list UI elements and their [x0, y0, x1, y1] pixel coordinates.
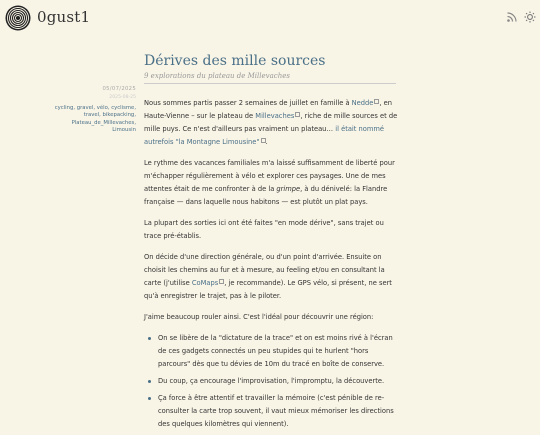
title-divider — [144, 83, 396, 84]
tag-link[interactable]: travel — [83, 112, 100, 119]
tag-link[interactable]: vélo — [96, 105, 108, 111]
post-content — [144, 97, 400, 435]
post-subtitle: 9 explorations du plateau de Millevaches — [144, 72, 290, 80]
sun-icon[interactable] — [524, 11, 536, 23]
paragraph — [144, 97, 400, 149]
paragraph: J'aime beaucoup rouler ainsi. C'est l'idéal pour découvrir une région: — [144, 313, 374, 321]
text: , en Haute-Vienne – sur le plateau de — [144, 99, 393, 120]
tag-link[interactable]: gravel — [76, 105, 94, 111]
paragraph: La plupart des sorties ici ont été faites "en mode dérive", sans trajet ou trace pré-établis. — [144, 219, 384, 240]
text: On décide d'une direction générale, ou d'un point d'arrivée. Ensuite on choisit les chemins au fur et à mesure, au feeling et/ou en consultant la carte (j'utilise — [144, 253, 385, 287]
site-header — [0, 0, 540, 40]
bullet-list — [144, 332, 400, 431]
post-date: 05/07/2025 — [102, 86, 136, 92]
link-millevaches[interactable]: Millevaches — [255, 112, 295, 120]
text: , à du dénivelé: la Flandre française — dans laquelle nous habitons — est plutôt un plat pays. — [144, 185, 388, 206]
post-tags: cycling, gravel, vélo, cyclisme, travel, bikepacking, Plateau_de_Millevaches, Limousin — [54, 105, 136, 134]
tag-link[interactable]: Plateau_de_Millevaches — [71, 119, 135, 126]
spiral-logo[interactable] — [5, 5, 31, 31]
paragraph — [144, 251, 400, 303]
post-updated-date: 2025-08-25 — [109, 95, 136, 100]
text: , riche de mille sources et de mille puys. Ce n'est d'ailleurs pas vraiment un plateau… — [144, 112, 398, 133]
list-item: On se libère de la "dictature de la trace" et on est moins rivé à l'écran de ces gadgets connectés un peu stupides qui te hurlent "hors parcours" dès que tu dévies de 10m du tracé en boîte de conserve. — [144, 332, 400, 371]
link-nedde[interactable]: Nedde — [351, 99, 374, 107]
emphasis: grimpe — [276, 185, 301, 193]
link-comaps[interactable]: CoMaps — [191, 279, 219, 287]
list-item: Ça force à être attentif et travailler la mémoire (c'est pénible de re-consulter la carte trop souvent, il vaut mieux mémoriser les directions des quelques kilomètres qui viennent). — [144, 392, 400, 431]
list-item: Du coup, ça encourage l'improvisation, l'impromptu, la découverte. — [144, 375, 400, 388]
link-montagne-limousine[interactable]: il était nommé autrefois "la Montagne Limousine" — [144, 125, 384, 146]
text: . — [265, 138, 268, 146]
text: Nous sommes partis passer 2 semaines de juillet en famille à — [144, 99, 352, 107]
tag-link[interactable]: Limousin — [112, 127, 136, 134]
rss-icon[interactable] — [506, 11, 518, 23]
text: , je recommande). Le GPS vélo, si présent, ne sert qu'à enregistrer le trajet, pas à le piloter. — [144, 279, 392, 300]
tag-link[interactable]: cyclisme — [111, 105, 135, 111]
text: Le rythme des vacances familiales m'a laissé suffisamment de liberté pour m'échapper régulièrement à vélo et explorer ces paysages. Une de mes attentes était de me confronter à de la — [144, 159, 395, 193]
paragraph — [144, 157, 400, 209]
post-title: Dérives des mille sources — [144, 53, 326, 69]
tag-link[interactable]: cycling — [54, 105, 74, 111]
site-title[interactable]: 0gust1 — [37, 8, 91, 26]
tag-link[interactable]: bikepacking — [102, 112, 135, 119]
